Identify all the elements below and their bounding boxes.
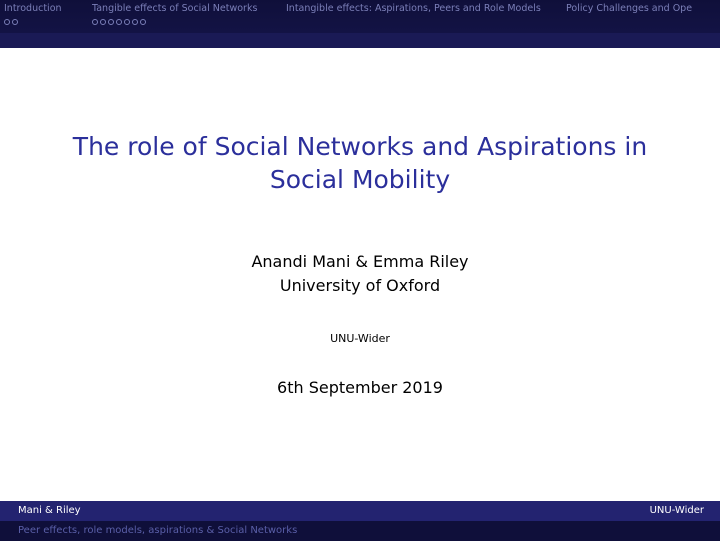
frame-dot[interactable] [140,19,146,25]
footer-bar [0,501,720,521]
navigation-bar [0,0,720,48]
affiliation: University of Oxford [279,276,441,295]
nav-section-policy-challenges[interactable]: Policy Challenges and Ope [566,3,693,14]
nav-section-tangible-effects[interactable]: Tangible effects of Social Networks [92,3,258,14]
nav-section-intangible-effects[interactable]: Intangible effects: Aspirations, Peers and Role Models [286,3,541,14]
frame-dot[interactable] [4,19,10,25]
nav-section-introduction[interactable]: Introduction [4,3,62,14]
frame-dot[interactable] [116,19,122,25]
author-block [60,250,660,298]
authors: Anandi Mani & Emma Riley [251,252,469,271]
footer-title-bar [0,521,720,541]
slide-title [60,130,660,196]
section-navigation [0,0,720,17]
institute: UNU-Wider [330,332,390,345]
footer-short-title: Peer effects, role models, aspirations & Social Networks [18,525,298,536]
date: 6th September 2019 [277,378,443,397]
navigation-bar-lower-strip [0,33,720,48]
frame-dot[interactable] [124,19,130,25]
frame-dot[interactable] [108,19,114,25]
tangible-effects-frame-dots [92,19,146,29]
frame-dot[interactable] [12,19,18,25]
frame-dot[interactable] [92,19,98,25]
footer-institute: UNU-Wider [649,505,704,516]
introduction-frame-dots [4,19,18,29]
frame-dot[interactable] [100,19,106,25]
frame-dot[interactable] [132,19,138,25]
slide-title-line-2: Social Mobility [269,165,451,194]
slide-title-line-1: The role of Social Networks and Aspirations in [72,132,648,161]
footer-author: Mani & Riley [18,505,81,516]
